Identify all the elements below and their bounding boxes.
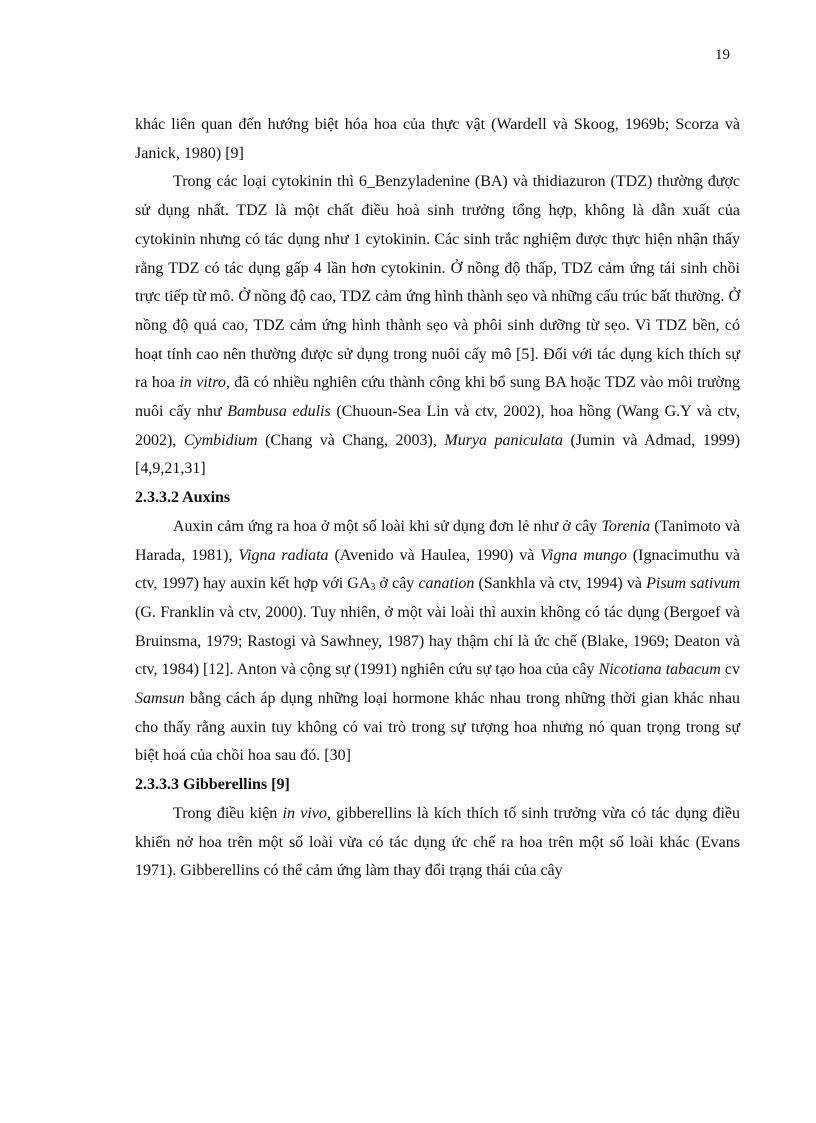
species-name: Pisum sativum: [646, 575, 741, 593]
section-heading-gibberellins: 2.3.3.3 Gibberellins [9]: [135, 776, 290, 794]
italic-term: in vitro: [179, 374, 226, 392]
cultivar-name: Samsun: [135, 690, 185, 708]
text-run: Auxin cảm ứng ra hoa ở một số loài khi sử dụng đơn lẻ như ở cây: [173, 517, 602, 535]
subscript: 3: [370, 582, 376, 594]
text-run: (Chang và Chang, 2003),: [257, 431, 445, 449]
page-number: 19: [715, 47, 730, 63]
text-run: (Tanimoto và Harada, 1981),: [135, 517, 740, 564]
text-run: cv: [720, 661, 741, 679]
paragraph-continuation: [135, 111, 740, 168]
species-name: canation: [418, 575, 475, 593]
text-run: Trong các loại cytokinin thì 6_Benzyladenine (BA) và thidiazuron (TDZ) thường được sử dụng nhất. TDZ là một chất điều hoà sinh trưởng tổng hợp, không là dẫn xuất của cytokinin nhưng có tác dụng như 1 cytokinin. Các sinh trắc nghiệm được thực hiện nhận thấy rằng TDZ có tác dụng gấp 4 lần hơn cytokinin. Ở nồng độ thấp, TDZ cảm ứng tái sinh chồi trực tiếp từ mô. Ở nồng độ cao, TDZ cảm ứng hình thành sẹo và những cấu trúc bất thường. Ở nồng độ quá cao, TDZ cảm ứng hình thành sẹo và phôi sinh dưỡng từ sẹo. Vì TDZ bền, có hoạt tính cao nên thường được sử dụng trong nuôi cấy mô [5]. Đối với tác dụng kích thích sự ra hoa: [135, 173, 740, 392]
species-name: Torenia: [601, 517, 651, 535]
section-heading-auxins: 2.3.3.2 Auxins: [135, 489, 231, 507]
text-run: (Chuoun-Sea Lin và ctv, 2002), hoa hồng (Wang G.Y và ctv, 2002),: [135, 403, 741, 449]
italic-term: in vivo: [282, 804, 327, 822]
text-run: , đã có nhiều nghiên cứu thành công khi bổ sung BA hoặc TDZ vào môi trường nuôi cấy như: [135, 374, 741, 421]
text-run: ở cây: [375, 575, 419, 593]
paragraph-text: khác liên quan đến hướng biệt hóa hoa của thực vật (Wardell và Skoog, 1969b; Scorza và Janick, 1980) [9]: [135, 116, 740, 162]
species-name: Murya paniculata: [444, 431, 563, 449]
species-name: Bambusa edulis: [227, 403, 331, 421]
text-run: , gibberellins là kích thích tố sinh trưởng vừa có tác dụng điều khiển nở hoa trên một số loài vừa có tác dụng ức chế ra hoa trên một số loài khác (Evans 1971). Gibberellins có thể cảm ứng làm thay đổi trạng thái của cây: [135, 804, 741, 880]
text-run: (G. Franklin và ctv, 2000). Tuy nhiên, ở một vài loài thì auxin không có tác dụng (Bergoef và Bruinsma, 1979; Rastogi và Sawhney, 1987) hay thậm chí là ức chế (Blake, 1969; Deaton và ctv, 1984) [12]. Anton và cộng sự (1991) nghiên cứu sự tạo hoa của cây: [135, 603, 740, 679]
text-run: (Sankhla và ctv, 1994) và: [474, 575, 647, 593]
text-run: bằng cách áp dụng những loại hormone khác nhau trong những thời gian khác nhau cho thấy rằng auxin tuy không có vai trò trong sự tượng hoa nhưng nó quan trọng trong sự biệt hoá của chồi hoa sau đó. [30]: [135, 690, 740, 765]
document-body: [135, 111, 740, 886]
paragraph-cytokinin: [135, 168, 740, 484]
text-run: (Ignacimuthu và ctv, 1997) hay auxin kết hợp với GA: [135, 546, 741, 593]
species-name: Nicotiana tabacum: [598, 661, 721, 679]
species-name: Cymbidium: [183, 431, 258, 449]
species-name: Vigna mungo: [540, 546, 627, 564]
text-run: (Jumin và Admad, 1999) [4,9,21,31]: [135, 431, 741, 478]
text-run: Trong điều kiện: [173, 804, 283, 822]
species-name: Vigna radiata: [238, 546, 329, 564]
paragraph-auxins: [135, 513, 740, 771]
paragraph-gibberellins: [135, 800, 740, 886]
text-run: (Avenido và Haulea, 1990) và: [328, 546, 541, 564]
